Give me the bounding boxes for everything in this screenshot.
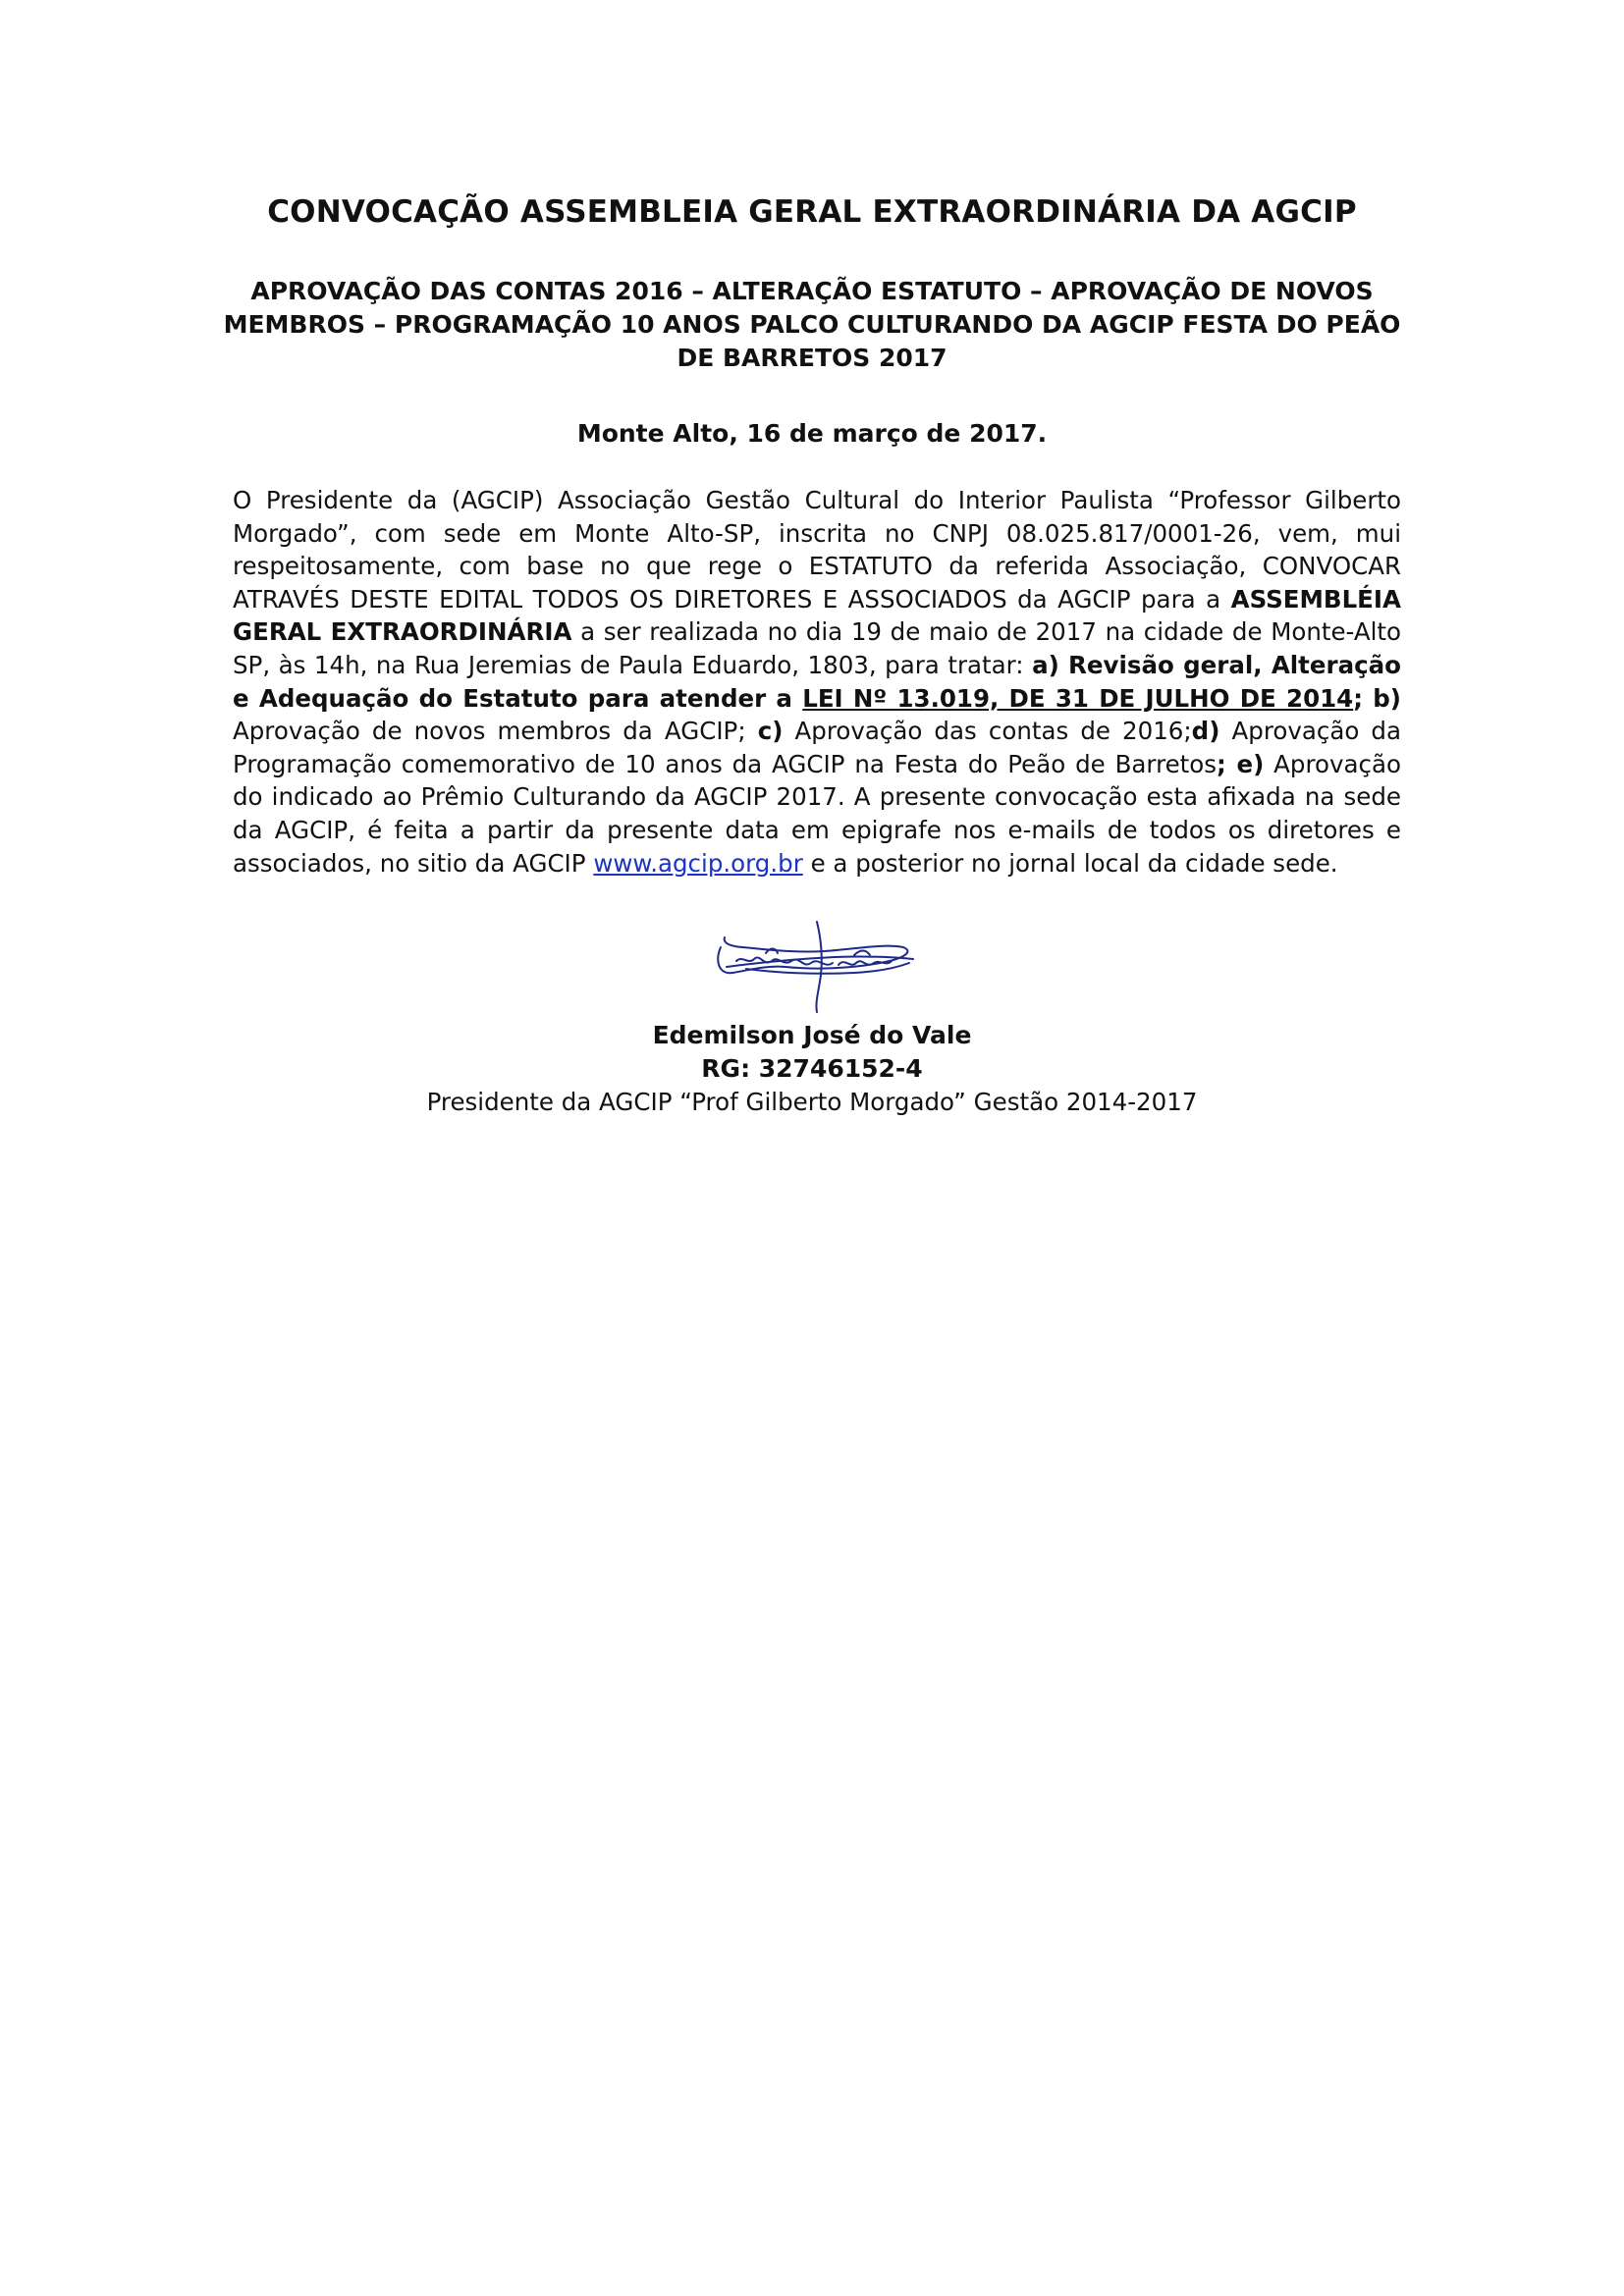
item-a-text: a) Revisão geral, Alteração e Adequação do Estatuto para atender a — [233, 650, 1402, 713]
body-intro-text: O Presidente da (AGCIP) Associação Gestão Cultural do Interior Paulista “Professor Gilberto Morgado”, com sede em Monte Alto-SP, inscrita no CNPJ 08.025.817/0001-26, vem, mui respeitosamente, com base no que rege o ESTATUTO da referida Associação, CONVOCAR ATRAVÉS DESTE EDITAL TODOS OS DIRETORES E ASSOCIADOS da AGCIP para a — [233, 486, 1401, 614]
item-c-label: c) — [757, 717, 784, 746]
item-e-label: ; e) — [1217, 749, 1265, 778]
body-closing-text: e a posterior no jornal local da cidade sede. — [802, 848, 1338, 878]
item-b-text: Aprovação de novos membros da AGCIP; — [233, 717, 758, 746]
document-subtitle: APROVAÇÃO DAS CONTAS 2016 – ALTERAÇÃO ESTATUTO – APROVAÇÃO DE NOVOS MEMBROS – PROGRAMAÇÃO 10 ANOS PALCO CULTURANDO DA AGCIP FESTA DO PEÃO DE BARRETOS 2017 — [223, 277, 1401, 372]
signatory-rg: RG: 32746152-4 — [701, 1054, 923, 1083]
handwritten-signature — [707, 918, 923, 1016]
website-link[interactable]: www.agcip.org.br — [593, 848, 803, 878]
signatory-name: Edemilson José do Vale — [652, 1021, 972, 1049]
law-reference: LEI Nº 13.019, DE 31 DE JULHO DE 2014 — [802, 683, 1354, 713]
item-c-text: Aprovação das contas de 2016; — [783, 717, 1192, 746]
item-e-text: Aprovação do indicado ao Prêmio Culturando da AGCIP 2017. A presente convocação esta afixada na sede da AGCIP, é feita a partir da presente data em epigrafe nos e-mails de todos os diretores e associados, no sitio da AGCIP — [233, 749, 1401, 878]
body-paragraph — [233, 484, 1401, 880]
place-date: Monte Alto, 16 de março de 2017. — [576, 419, 1048, 448]
item-b-label: ; b) — [1353, 683, 1401, 713]
document-title: CONVOCAÇÃO ASSEMBLEIA GERAL EXTRAORDINÁRIA DA AGCIP — [267, 194, 1357, 230]
item-d-label: d) — [1191, 717, 1220, 746]
signatory-role: Presidente da AGCIP “Prof Gilberto Morgado” Gestão 2014-2017 — [426, 1088, 1198, 1116]
item-d-text: Aprovação da Programação comemorativo de 10 anos da AGCIP na Festa do Peão de Barretos — [233, 717, 1401, 778]
assembly-name: ASSEMBLÉIA GERAL EXTRAORDINÁRIA — [233, 584, 1401, 647]
meeting-details-text: a ser realizada no dia 19 de maio de 2017 na cidade de Monte-Alto SP, às 14h, na Rua Jeremias de Paula Eduardo, 1803, para tratar: — [233, 617, 1401, 679]
